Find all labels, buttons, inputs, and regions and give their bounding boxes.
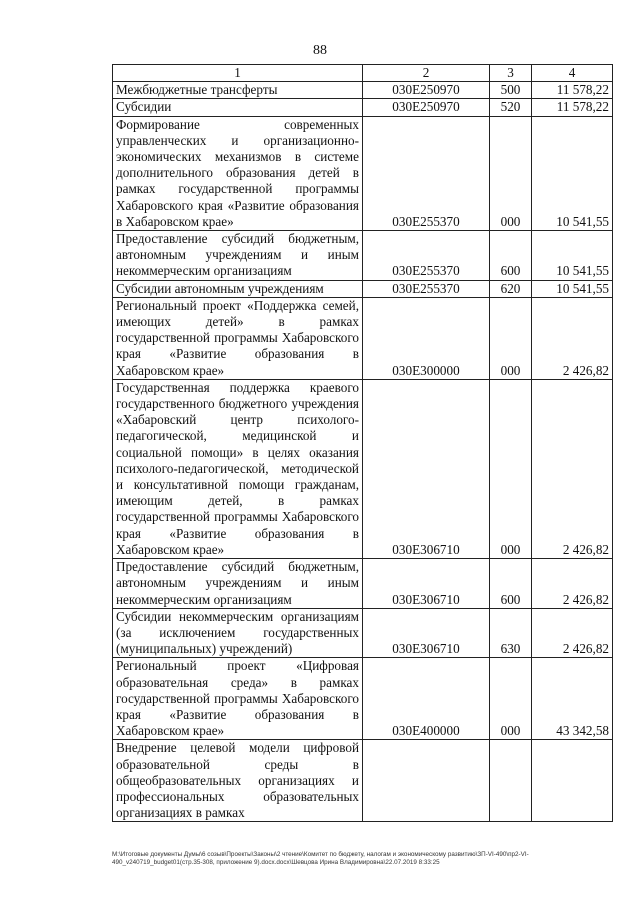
row-sum-cell: 10 541,55 bbox=[532, 231, 613, 281]
row-sum-cell: 43 342,58 bbox=[532, 658, 613, 740]
row-sum-cell: 10 541,55 bbox=[532, 116, 613, 230]
row-type-cell: 630 bbox=[490, 608, 532, 658]
row-name-cell: Государственная поддержка краевого государственного бюджетного учреждения «Хабаровский центр психолого-педагогической, медицинской и социальной помощи» в целях оказания психолого-педагогической, методической и консультативной помощи гражданам, имеющим детей, в рамках государственной программы Хабаровского края «Развитие образования в Хабаровском крае» bbox=[113, 379, 363, 558]
row-type-cell: 000 bbox=[490, 116, 532, 230]
row-type-cell: 520 bbox=[490, 99, 532, 116]
column-header-1: 1 bbox=[113, 65, 363, 82]
row-type-cell bbox=[490, 740, 532, 822]
table-header-row bbox=[113, 65, 613, 82]
row-name-cell: Межбюджетные трансферты bbox=[113, 82, 363, 99]
row-sum-cell: 11 578,22 bbox=[532, 82, 613, 99]
table-row bbox=[113, 82, 613, 99]
row-code-cell: 030E250970 bbox=[363, 99, 490, 116]
row-code-cell: 030E306710 bbox=[363, 379, 490, 558]
row-code-cell: 030E400000 bbox=[363, 658, 490, 740]
row-type-cell: 000 bbox=[490, 297, 532, 379]
row-type-cell: 000 bbox=[490, 379, 532, 558]
table-row bbox=[113, 280, 613, 297]
table-row bbox=[113, 658, 613, 740]
table-row bbox=[113, 559, 613, 609]
row-code-cell bbox=[363, 740, 490, 822]
page-number: 88 bbox=[313, 43, 327, 58]
row-code-cell: 030E300000 bbox=[363, 297, 490, 379]
row-name-cell: Внедрение целевой модели цифровой образовательной среды в общеобразовательных организациях и профессиональных образовательных организациях в рамках bbox=[113, 740, 363, 822]
row-name-cell: Субсидии некоммерческим организациям (за исключением государственных (муниципальных) учреждений) bbox=[113, 608, 363, 658]
row-type-cell: 600 bbox=[490, 559, 532, 609]
row-name-cell: Предоставление субсидий бюджетным, автономным учреждениям и иным некоммерческим организациям bbox=[113, 231, 363, 281]
row-code-cell: 030E255370 bbox=[363, 280, 490, 297]
row-sum-cell: 10 541,55 bbox=[532, 280, 613, 297]
budget-table bbox=[112, 64, 613, 822]
table-row bbox=[113, 99, 613, 116]
table-row bbox=[113, 379, 613, 558]
row-type-cell: 600 bbox=[490, 231, 532, 281]
row-sum-cell: 11 578,22 bbox=[532, 99, 613, 116]
row-sum-cell: 2 426,82 bbox=[532, 608, 613, 658]
table-row bbox=[113, 116, 613, 230]
row-sum-cell bbox=[532, 740, 613, 822]
row-code-cell: 030E306710 bbox=[363, 559, 490, 609]
row-name-cell: Региональный проект «Поддержка семей, имеющих детей» в рамках государственной программы Хабаровского края «Развитие образования в Хабаровском крае» bbox=[113, 297, 363, 379]
row-name-cell: Субсидии автономным учреждениям bbox=[113, 280, 363, 297]
row-name-cell: Региональный проект «Цифровая образовательная среда» в рамках государственной программы Хабаровского края «Развитие образования в Хабаровском крае» bbox=[113, 658, 363, 740]
row-sum-cell: 2 426,82 bbox=[532, 559, 613, 609]
table-row bbox=[113, 740, 613, 822]
row-code-cell: 030E255370 bbox=[363, 116, 490, 230]
row-code-cell: 030E255370 bbox=[363, 231, 490, 281]
row-name-cell: Субсидии bbox=[113, 99, 363, 116]
row-name-cell: Предоставление субсидий бюджетным, автономным учреждениям и иным некоммерческим организациям bbox=[113, 559, 363, 609]
table-row bbox=[113, 608, 613, 658]
row-type-cell: 500 bbox=[490, 82, 532, 99]
row-name-cell: Формирование современных управленческих и организационно-экономических механизмов в системе дополнительного образования детей в рамках государственной программы Хабаровского края «Развитие образования в Хабаровском крае» bbox=[113, 116, 363, 230]
row-type-cell: 620 bbox=[490, 280, 532, 297]
column-header-3: 3 bbox=[490, 65, 532, 82]
file-path-footer: M:\Итоговые документы Думы\6 созыв\Проекты\Законы\2 чтение\Комитет по бюджету, налогам и экономическому развитию\ЗП-VI-490\пр2-VI-490_v240719_budget01(стр.35-308, приложение 9).docx.docx\Шевцова Ирина Владимировна\22.07.2019 8:33:25 bbox=[112, 851, 529, 866]
column-header-2: 2 bbox=[363, 65, 490, 82]
row-code-cell: 030E250970 bbox=[363, 82, 490, 99]
column-header-4: 4 bbox=[532, 65, 613, 82]
row-code-cell: 030E306710 bbox=[363, 608, 490, 658]
row-sum-cell: 2 426,82 bbox=[532, 297, 613, 379]
row-type-cell: 000 bbox=[490, 658, 532, 740]
table-row bbox=[113, 231, 613, 281]
row-sum-cell: 2 426,82 bbox=[532, 379, 613, 558]
table-row bbox=[113, 297, 613, 379]
